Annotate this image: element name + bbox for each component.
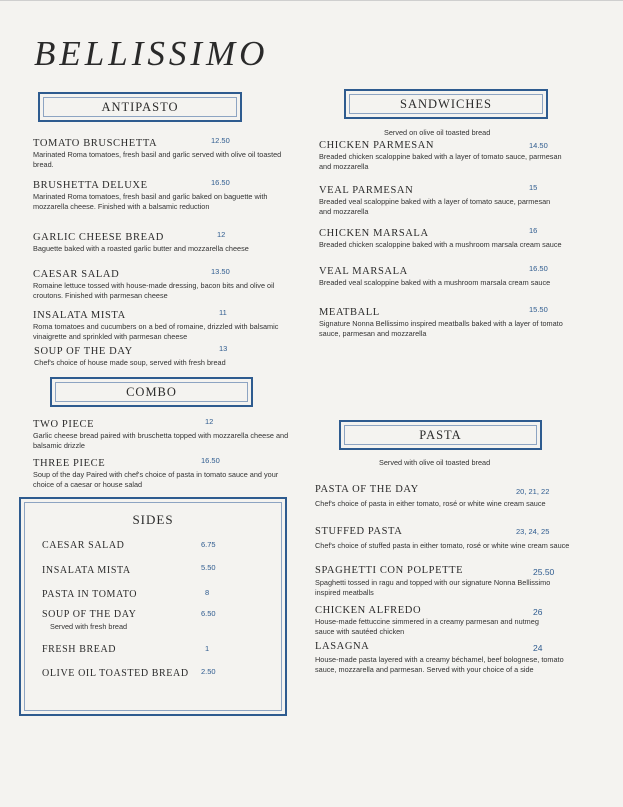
- antipasto-header: [38, 92, 242, 122]
- item-description: Breaded chicken scaloppine baked with a layer of tomato sauce, parmesan and mozzarella: [319, 152, 562, 171]
- item-price: 25.50: [533, 567, 555, 577]
- item-description: Marinated Roma tomatoes, fresh basil and garlic served with olive oil toasted bread.: [33, 150, 282, 169]
- item-description: Breaded veal scaloppine baked with a mushroom marsala cream sauce: [319, 278, 551, 287]
- item-name: TWO PIECE: [33, 419, 95, 430]
- restaurant-title: BELLISSIMO: [34, 34, 269, 73]
- side-price: 8: [205, 588, 210, 597]
- side-price: 2.50: [201, 667, 216, 676]
- combo-title: COMBO: [55, 382, 248, 402]
- side-price: 5.50: [201, 563, 216, 572]
- item-name: VEAL PARMESAN: [319, 185, 414, 196]
- top-divider: [0, 0, 623, 1]
- antipasto-title: ANTIPASTO: [43, 97, 237, 117]
- item-description: Garlic cheese bread paired with bruschetta topped with mozzarella cheese and balsamic drizzle: [33, 431, 289, 450]
- item-description: Romaine lettuce tossed with house-made dressing, bacon bits and olive oil croutons. Finished with parmesan cheese: [33, 281, 275, 300]
- pasta-title: PASTA: [344, 425, 537, 445]
- item-price: 20, 21, 22: [516, 487, 550, 496]
- sides-box: [19, 497, 287, 716]
- item-name: SPAGHETTI CON POLPETTE: [315, 565, 464, 576]
- item-description: Soup of the day Paired with chef's choice of pasta in tomato sauce and your choice of a caesar or house salad: [33, 470, 279, 489]
- item-price: 14.50: [529, 141, 548, 150]
- side-price: 6.50: [201, 609, 216, 618]
- item-name: STUFFED PASTA: [315, 526, 403, 537]
- side-name: PASTA IN TOMATO: [42, 589, 138, 600]
- item-description: Marinated Roma tomatoes, fresh basil and garlic baked on baguette with mozzarella cheese. Finished with a balsamic reduction: [33, 192, 268, 211]
- side-price: 6.75: [201, 540, 216, 549]
- side-name: INSALATA MISTA: [42, 565, 131, 576]
- item-name: VEAL MARSALA: [319, 266, 408, 277]
- sides-box-inner: [24, 502, 282, 711]
- item-price: 23, 24, 25: [516, 527, 550, 536]
- item-name: CHICKEN ALFREDO: [315, 605, 422, 616]
- sandwiches-header: [344, 89, 548, 119]
- pasta-note: Served with olive oil toasted bread: [379, 458, 491, 467]
- item-name: TOMATO BRUSCHETTA: [33, 138, 158, 149]
- sides-title: SIDES: [132, 512, 174, 527]
- item-name: GARLIC CHEESE BREAD: [33, 232, 164, 243]
- item-name: CAESAR SALAD: [33, 269, 120, 280]
- item-description: Baguette baked with a roasted garlic butter and mozzarella cheese: [33, 244, 249, 253]
- side-name: FRESH BREAD: [42, 644, 117, 655]
- item-price: 15: [529, 183, 538, 192]
- pasta-header: [339, 420, 542, 450]
- item-name: BRUSHETTA DELUXE: [33, 180, 148, 191]
- item-name: CHICKEN PARMESAN: [319, 140, 435, 151]
- side-price: 1: [205, 644, 210, 653]
- item-price: 11: [219, 308, 227, 317]
- item-name: PASTA OF THE DAY: [315, 484, 419, 495]
- item-name: MEATBALL: [319, 307, 380, 318]
- item-description: Breaded chicken scaloppine baked with a mushroom marsala cream sauce: [319, 240, 562, 249]
- item-price: 13: [219, 344, 228, 353]
- item-price: 16.50: [529, 264, 548, 273]
- side-name: OLIVE OIL TOASTED BREAD: [42, 668, 189, 679]
- item-description: House-made pasta layered with a creamy béchamel, beef bolognese, tomato sauce, mozzarella and parmesan. Served with your choice of a side: [315, 655, 564, 674]
- side-description: Served with fresh bread: [50, 622, 128, 631]
- item-description: Spaghetti tossed in ragu and topped with our signature Nonna Bellissimo inspired meatballs: [315, 578, 551, 597]
- item-description: Chef's choice of house made soup, served with fresh bread: [34, 358, 226, 367]
- item-description: Signature Nonna Bellissimo inspired meatballs baked with a layer of tomato sauce, parmesan and mozzarella: [319, 319, 563, 338]
- item-price: 16: [529, 226, 538, 235]
- item-price: 16.50: [211, 178, 230, 187]
- item-price: 15.50: [529, 305, 548, 314]
- item-name: INSALATA MISTA: [33, 310, 126, 321]
- item-description: House-made fettuccine simmered in a creamy parmesan and nutmeg sauce with sautéed chicken: [315, 617, 539, 636]
- item-name: SOUP OF THE DAY: [34, 346, 133, 357]
- side-name: SOUP OF THE DAY: [42, 609, 137, 620]
- side-name: CAESAR SALAD: [42, 540, 125, 551]
- item-description: Roma tomatoes and cucumbers on a bed of romaine, drizzled with balsamic vinaigrette and sprinkled with parmesan cheese: [33, 322, 279, 341]
- item-price: 24: [533, 643, 543, 653]
- item-description: Breaded veal scaloppine baked with a layer of tomato sauce, parmesan and mozzarella: [319, 197, 551, 216]
- item-price: 16.50: [201, 456, 220, 465]
- sandwiches-title: SANDWICHES: [349, 94, 543, 114]
- item-name: CHICKEN MARSALA: [319, 228, 429, 239]
- item-price: 12: [205, 417, 214, 426]
- item-price: 26: [533, 607, 543, 617]
- item-price: 13.50: [211, 267, 230, 276]
- combo-header: [50, 377, 253, 407]
- item-name: LASAGNA: [315, 641, 370, 652]
- item-price: 12.50: [211, 136, 230, 145]
- item-description: Chef's choice of stuffed pasta in either tomato, rosé or white wine cream sauce: [315, 541, 570, 550]
- item-name: THREE PIECE: [33, 458, 106, 469]
- item-description: Chef's choice of pasta in either tomato, rosé or white wine cream sauce: [315, 499, 546, 508]
- sandwiches-note: Served on olive oil toasted bread: [384, 128, 491, 137]
- item-price: 12: [217, 230, 226, 239]
